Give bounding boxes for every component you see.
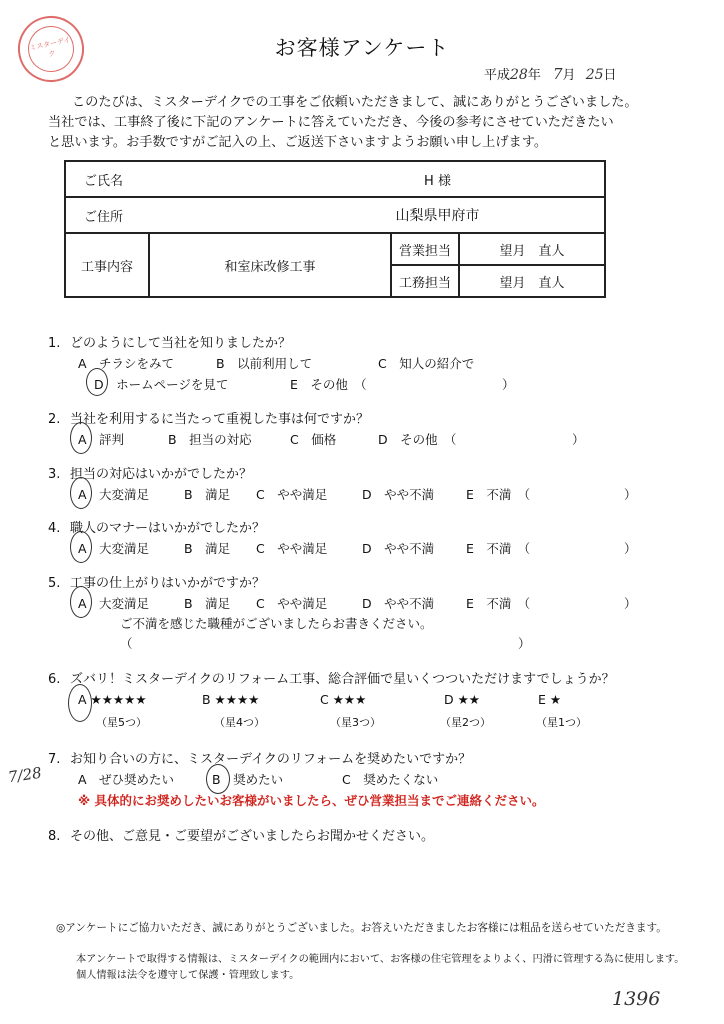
question-text: お知り合いの方に、ミスターデイクのリフォームを奨めたいですか？ [70,752,472,767]
question-3: 3. 担当の対応はいかがでしたか？ [48,467,253,482]
q5-paren-close: ） [624,596,637,611]
question-5: 5. 工事の仕上がりはいかがですか？ [48,576,266,591]
q2-option-c[interactable]: C 価格 [290,432,337,447]
footer-privacy-1: 本アンケートで取得する情報は、ミスターデイクの範囲内において、お客様の住宅管理をよりよく、円滑に管理する為に使用します。 [76,954,685,965]
question-text: 担当の対応はいかがでしたか？ [70,467,253,482]
q5-option-a[interactable]: A 大変満足 [78,596,150,611]
stamp-text: ミスターデイク [28,35,72,59]
q6-option-a[interactable]: A ★★★★★ [78,692,147,707]
page-title: お客様アンケート [274,36,450,60]
q3-option-b[interactable]: B 満足 [184,487,231,502]
q6-option-b[interactable]: B ★★★★ [202,692,260,707]
work-value: 和室床改修工事 [149,233,391,297]
question-7: 7. お知り合いの方に、ミスターデイクのリフォームを奨めたいですか？ [48,752,472,767]
question-text: 職人のマナーはいかがでしたか？ [70,521,266,536]
q6-caption-b: （星4つ） [214,716,265,729]
q6-caption-c: （星3つ） [330,716,381,729]
q5-sub-close: ） [518,636,531,651]
q2-option-a[interactable]: A 評判 [78,432,125,447]
q2-answer-circle [70,422,92,454]
q5-option-d[interactable]: D やや不満 [362,596,435,611]
question-text: 当社を利用するに当たって重視した事は何ですか？ [70,412,370,427]
q1-option-b[interactable]: B 以前利用して [216,356,313,371]
q3-paren-close: ） [624,487,637,502]
q4-option-a[interactable]: A 大変満足 [78,541,150,556]
margin-handwritten-note: 7/28 [6,763,43,787]
question-1: 1. どのようにして当社を知りましたか？ [48,336,292,351]
q1-option-d[interactable]: D ホームページを見て [94,377,229,392]
q4-option-d[interactable]: D やや不満 [362,541,435,556]
q5-option-e[interactable]: E 不満 （ [466,596,531,611]
q3-option-d[interactable]: D やや不満 [362,487,435,502]
q6-caption-a: （星5つ） [96,716,147,729]
q3-option-c[interactable]: C やや満足 [256,487,328,502]
intro-line: このたびは、ミスターデイクでの工事をご依頼いただきまして、誠にありがとうございました。 [72,95,638,110]
q4-paren-close: ） [624,541,637,556]
q6-option-c[interactable]: C ★★★ [320,692,367,707]
intro-paragraph [48,93,696,153]
q5-option-b[interactable]: B 満足 [184,596,231,611]
q7-answer-circle [206,764,230,794]
q1-answer-circle [86,368,108,396]
q1-paren-close: ） [502,377,515,392]
footer-privacy-2: 個人情報は法令を遵守して保護・管理致します。 [76,970,300,981]
q4-answer-circle [70,531,92,563]
q2-paren-close: ） [572,432,585,447]
q4-option-e[interactable]: E 不満 （ [466,541,531,556]
construction-value: 望月 直人 [459,265,605,297]
q6-option-e[interactable]: E ★ [538,692,562,707]
q6-caption-d: （星2つ） [440,716,491,729]
q3-answer-circle [70,477,92,509]
q7-option-b[interactable]: B 奨めたい [212,772,284,787]
survey-date: 平成28年 7月 25日 [484,65,617,83]
name-value: H 様 [391,161,605,197]
q4-option-c[interactable]: C やや満足 [256,541,328,556]
q5-option-c[interactable]: C やや満足 [256,596,328,611]
question-8: 8. その他、ご意見・ご要望がございましたらお聞かせください。 [48,829,435,844]
address-value: 山梨県甲府市 [391,197,605,233]
q1-option-e[interactable]: E その他 （ [290,377,367,392]
q3-option-a[interactable]: A 大変満足 [78,487,150,502]
q2-option-d[interactable]: D その他 （ [378,432,457,447]
intro-line: と思います。お手数ですがご記入の上、ご返送下さいますようお願い申し上げます。 [48,135,548,150]
q5-sub-prompt: ご不満を感じた職種がございましたらお書きください。 [120,616,433,631]
q6-answer-circle [68,684,92,722]
construction-label: 工務担当 [391,265,459,297]
footer-thanks: ◎アンケートにご協力いただき、誠にありがとうございました。お答えいただきましたお客様には粗品を送らせていただきます。 [56,922,667,934]
question-text: その他、ご意見・ご要望がございましたらお聞かせください。 [70,829,435,844]
customer-info-table [64,160,606,298]
q2-option-b[interactable]: B 担当の対応 [168,432,252,447]
question-4: 4. 職人のマナーはいかがでしたか？ [48,521,266,536]
name-label: ご氏名 [65,161,391,197]
q5-answer-circle [70,586,92,618]
q5-sub-open: （ [120,636,133,651]
question-text: どのようにして当社を知りましたか？ [70,336,292,351]
sales-value: 望月 直人 [459,233,605,265]
question-text: ズバリ！ミスターデイクのリフォーム工事、総合評価で星いくつついただけますでしょうか？ [70,672,615,687]
work-label: 工事内容 [65,233,149,297]
q1-option-c[interactable]: C 知人の紹介で [378,356,475,371]
q4-option-b[interactable]: B 満足 [184,541,231,556]
address-label: ご住所 [65,197,391,233]
page-number-handwritten: 1396 [612,988,661,1010]
q1-option-a[interactable]: A チラシをみて [78,356,175,371]
q7-option-c[interactable]: C 奨めたくない [342,772,439,787]
q6-option-d[interactable]: D ★★ [444,692,481,707]
q7-contact-note: ※ 具体的にお奨めしたいお客様がいましたら、ぜひ営業担当までご連絡ください。 [78,793,545,808]
q7-option-a[interactable]: A ぜひ奨めたい [78,772,175,787]
intro-line: 当社では、工事終了後に下記のアンケートに答えていただき、今後の参考にさせていただきたい [48,115,614,130]
q3-option-e[interactable]: E 不満 （ [466,487,531,502]
question-2: 2. 当社を利用するに当たって重視した事は何ですか？ [48,412,370,427]
question-6: 6. ズバリ！ミスターデイクのリフォーム工事、総合評価で星いくつついただけますでしょうか？ [48,672,615,687]
question-text: 工事の仕上がりはいかがですか？ [70,576,266,591]
q6-caption-e: （星1つ） [536,716,587,729]
sales-label: 営業担当 [391,233,459,265]
